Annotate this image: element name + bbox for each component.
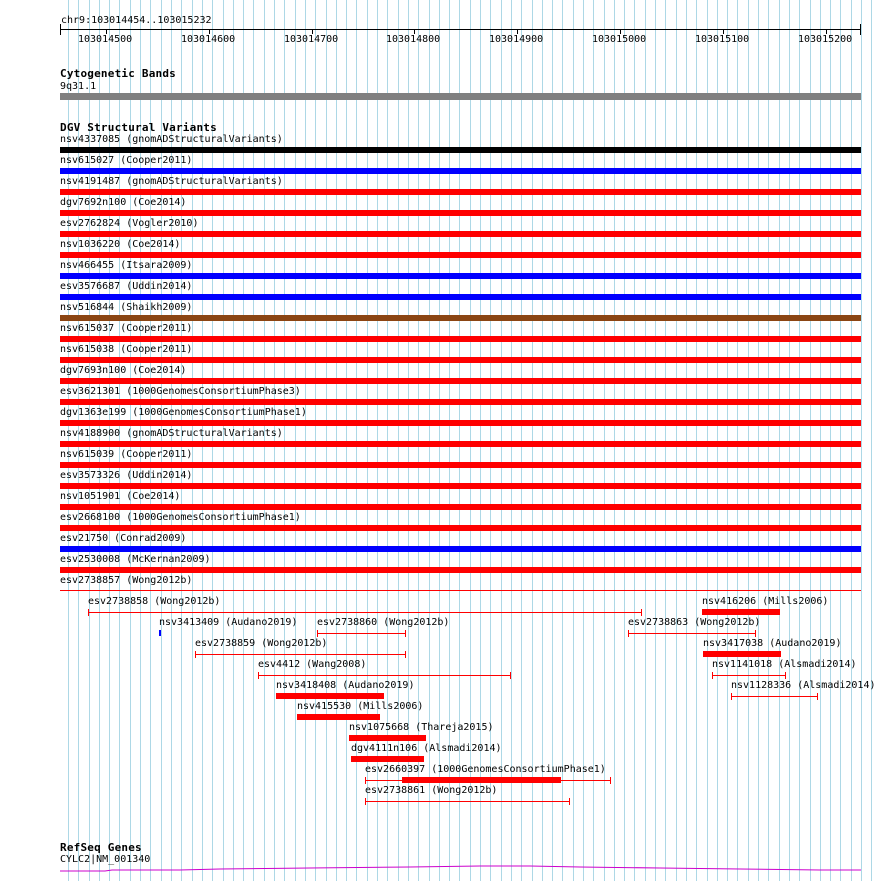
dgv-feature-line[interactable] [365,801,570,802]
dgv-variant-label[interactable]: nsv516844 (Shaikh2009) [60,302,193,313]
dgv-variant-bar[interactable] [60,399,861,405]
dgv-feature-line[interactable] [731,696,818,697]
dgv-feature-cap[interactable] [317,630,318,637]
dgv-variant-bar[interactable] [60,315,861,321]
dgv-variant-label[interactable]: dgv7692n100 (Coe2014) [60,197,187,208]
dgv-variant-label[interactable]: esv3621301 (1000GenomesConsortiumPhase3) [60,386,301,397]
dgv-feature-bar[interactable] [703,651,781,657]
dgv-variant-bar[interactable] [60,483,861,489]
dgv-feature-label[interactable]: nsv3417038 (Audano2019) [703,638,842,649]
dgv-variant-label[interactable]: esv2668100 (1000GenomesConsortiumPhase1) [60,512,301,523]
ruler-tick-label: 103014900 [489,34,544,45]
dgv-feature-cap[interactable] [365,777,366,784]
dgv-feature-cap[interactable] [712,672,713,679]
dgv-feature-cap[interactable] [258,672,259,679]
dgv-variant-bar[interactable] [60,168,861,174]
dgv-feature-cap[interactable] [610,777,611,784]
dgv-feature-label[interactable]: nsv416206 (Mills2006) [702,596,829,607]
dgv-variant-label[interactable]: nsv4191487 (gnomADStructuralVariants) [60,176,283,187]
dgv-variant-bar[interactable] [60,294,861,300]
dgv-feature-label[interactable]: esv2738859 (Wong2012b) [195,638,328,649]
ruler-tick-label: 103014600 [181,34,236,45]
dgv-feature-label[interactable]: esv4412 (Wang2008) [258,659,367,670]
ruler-tick-label: 103015100 [695,34,750,45]
dgv-variant-label[interactable]: nsv1051901 (Coe2014) [60,491,181,502]
dgv-variant-label[interactable]: nsv615038 (Cooper2011) [60,344,193,355]
cytoband-bar[interactable] [60,93,861,100]
dgv-feature-cap[interactable] [641,609,642,616]
dgv-variant-label[interactable]: esv3576687 (Uddin2014) [60,281,193,292]
dgv-feature-cap[interactable] [817,693,818,700]
dgv-feature-line[interactable] [317,633,406,634]
cytoband-label[interactable]: 9q31.1 [60,81,97,92]
cytoband-track-title: Cytogenetic Bands [60,67,176,80]
ruler-end-cap [860,24,861,35]
refseq-gene-line[interactable] [60,862,861,874]
dgv-feature-label[interactable]: nsv3418408 (Audano2019) [276,680,415,691]
dgv-variant-label[interactable]: esv3573326 (Uddin2014) [60,470,193,481]
refseq-gene-label[interactable]: CYLC2|NM_001340 [60,854,151,865]
dgv-feature-bar[interactable] [349,735,426,741]
dgv-variant-bar[interactable] [60,357,861,363]
dgv-feature-cap[interactable] [405,630,406,637]
dgv-variant-label[interactable]: esv2530008 (McKernan2009) [60,554,211,565]
dgv-variant-bar[interactable] [60,231,861,237]
dgv-variant-bar[interactable] [60,189,861,195]
dgv-feature-label[interactable]: nsv415530 (Mills2006) [297,701,424,712]
dgv-variant-bar[interactable] [60,462,861,468]
dgv-feature-cap[interactable] [785,672,786,679]
dgv-variant-bar[interactable] [60,210,861,216]
ruler-end-cap [60,24,61,35]
dgv-variant-label[interactable]: esv2762824 (Vogler2010) [60,218,199,229]
dgv-feature-cap[interactable] [569,798,570,805]
dgv-variant-label[interactable]: esv2738857 (Wong2012b) [60,575,193,586]
dgv-feature-cap[interactable] [628,630,629,637]
dgv-feature-point[interactable] [159,630,161,636]
dgv-variant-bar[interactable] [60,525,861,531]
dgv-variant-label[interactable]: dgv7693n100 (Coe2014) [60,365,187,376]
dgv-feature-label[interactable]: nsv1128336 (Alsmadi2014) [731,680,876,691]
dgv-variant-label[interactable]: nsv615039 (Cooper2011) [60,449,193,460]
dgv-variant-bar[interactable] [60,336,861,342]
dgv-variant-label[interactable]: nsv4337085 (gnomADStructuralVariants) [60,134,283,145]
dgv-variant-bar[interactable] [60,147,861,153]
dgv-variant-label[interactable]: esv21750 (Conrad2009) [60,533,187,544]
dgv-feature-line[interactable] [258,675,511,676]
dgv-feature-cap[interactable] [755,630,756,637]
dgv-variant-label[interactable]: nsv4188900 (gnomADStructuralVariants) [60,428,283,439]
dgv-feature-label[interactable]: esv2738861 (Wong2012b) [365,785,498,796]
dgv-variant-bar[interactable] [60,504,861,510]
dgv-variant-label[interactable]: nsv615037 (Cooper2011) [60,323,193,334]
dgv-feature-label[interactable]: dgv4111n106 (Alsmadi2014) [351,743,502,754]
ruler-tick-label: 103015000 [592,34,647,45]
dgv-feature-bar[interactable] [276,693,384,699]
dgv-feature-label[interactable]: nsv1141018 (Alsmadi2014) [712,659,857,670]
region-label: chr9:103014454..103015232 [61,15,212,26]
dgv-feature-line[interactable] [88,612,642,613]
dgv-variant-bar[interactable] [60,567,861,573]
dgv-track-title: DGV Structural Variants [60,121,217,134]
dgv-variant-bar[interactable] [60,546,861,552]
dgv-feature-label[interactable]: esv2660397 (1000GenomesConsortiumPhase1) [365,764,606,775]
dgv-feature-cap[interactable] [88,609,89,616]
dgv-feature-label[interactable]: nsv3413409 (Audano2019) [159,617,298,628]
dgv-variant-label[interactable]: nsv466455 (Itsara2009) [60,260,193,271]
dgv-feature-line[interactable] [195,654,406,655]
dgv-separator [60,590,861,591]
dgv-feature-label[interactable]: nsv1075668 (Thareja2015) [349,722,494,733]
dgv-variant-label[interactable]: nsv1036220 (Coe2014) [60,239,181,250]
dgv-variant-label[interactable]: nsv615027 (Cooper2011) [60,155,193,166]
dgv-feature-cap[interactable] [731,693,732,700]
dgv-feature-line[interactable] [628,633,756,634]
dgv-feature-line[interactable] [712,675,786,676]
ruler-tick-label: 103014800 [386,34,441,45]
ruler-tick-label: 103014700 [284,34,339,45]
dgv-feature-cap[interactable] [510,672,511,679]
ruler-tick-label: 103015200 [798,34,853,45]
dgv-feature-bar[interactable] [402,777,561,783]
dgv-feature-bar[interactable] [702,609,780,615]
dgv-variant-bar[interactable] [60,273,861,279]
dgv-feature-label[interactable]: esv2738858 (Wong2012b) [88,596,221,607]
dgv-variant-label[interactable]: dgv1363e199 (1000GenomesConsortiumPhase1) [60,407,307,418]
dgv-variant-bar[interactable] [60,252,861,258]
refseq-track-title: RefSeq Genes [60,841,142,854]
ruler-tick-label: 103014500 [78,34,133,45]
dgv-variant-bar[interactable] [60,420,861,426]
ruler-axis [60,29,861,30]
dgv-variant-bar[interactable] [60,378,861,384]
dgv-feature-cap[interactable] [365,798,366,805]
dgv-variant-bar[interactable] [60,441,861,447]
dgv-feature-label[interactable]: esv2738860 (Wong2012b) [317,617,450,628]
dgv-feature-cap[interactable] [195,651,196,658]
dgv-feature-bar[interactable] [351,756,424,762]
dgv-feature-bar[interactable] [297,714,380,720]
dgv-feature-cap[interactable] [405,651,406,658]
dgv-feature-label[interactable]: esv2738863 (Wong2012b) [628,617,761,628]
